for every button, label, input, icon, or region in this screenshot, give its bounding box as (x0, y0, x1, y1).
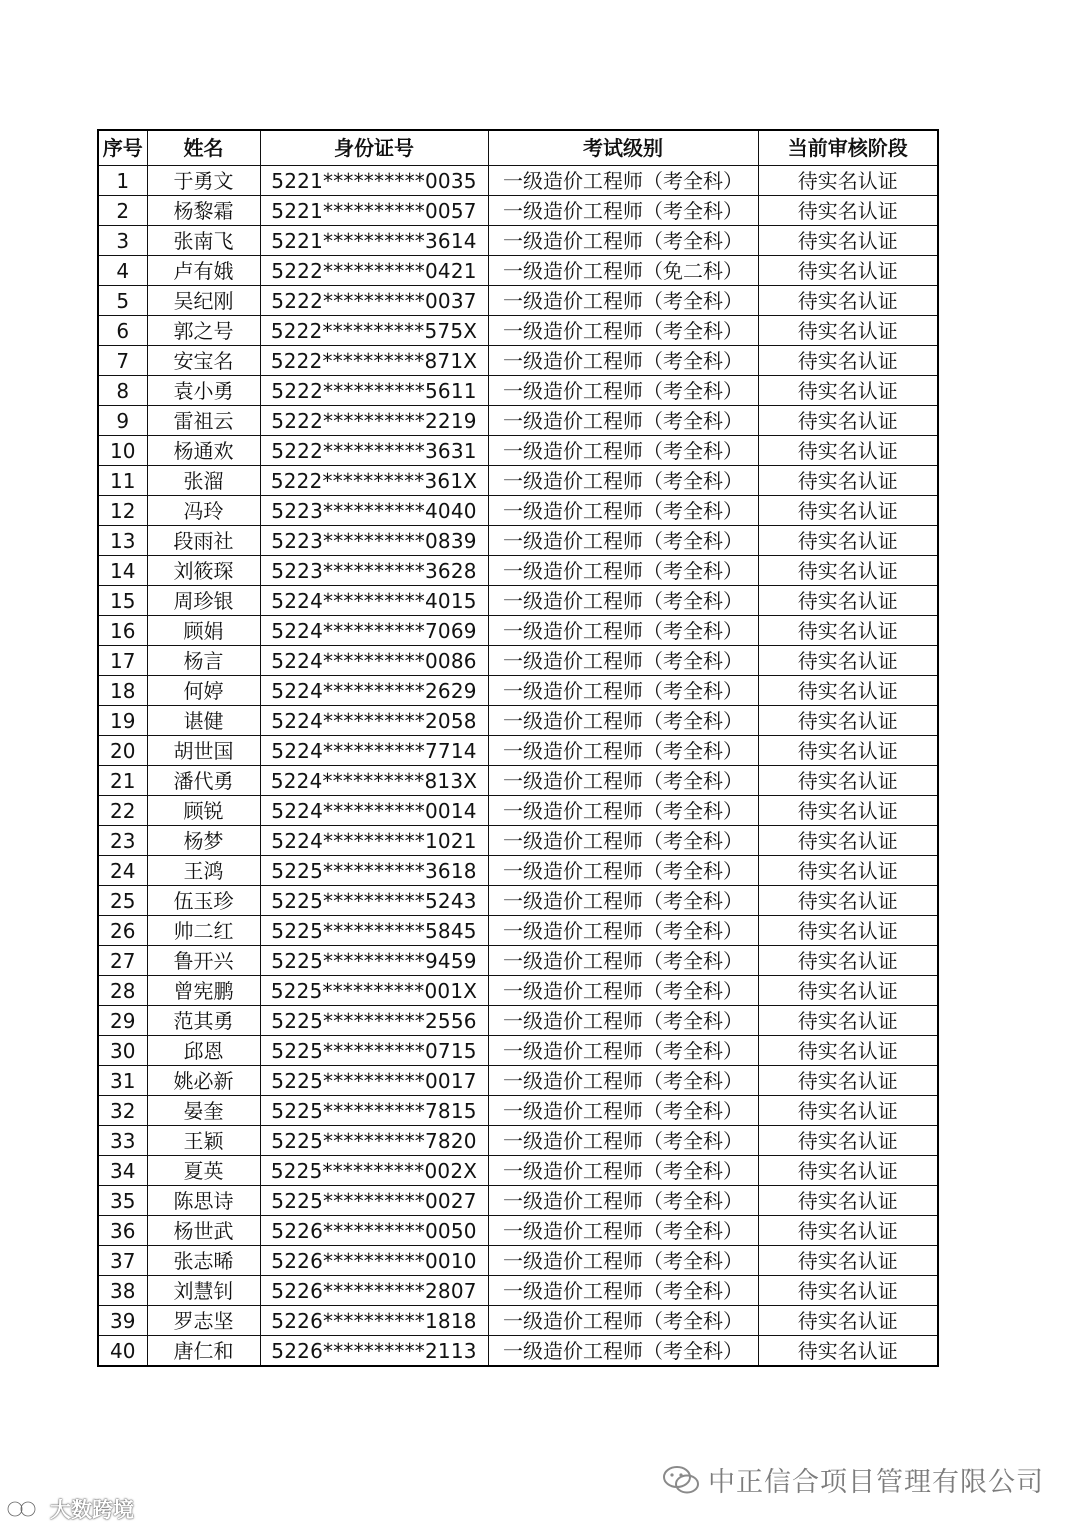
cell-id-number: 5226**********0050 (260, 1216, 488, 1246)
cell-review-stage: 待实名认证 (758, 526, 938, 556)
cell-id-number: 5224**********7714 (260, 736, 488, 766)
cell-seq: 19 (98, 706, 147, 736)
cell-id-number: 5224**********4015 (260, 586, 488, 616)
cell-exam-level: 一级造价工程师（考全科） (488, 826, 758, 856)
table-row (98, 166, 938, 196)
cell-seq: 32 (98, 1096, 147, 1126)
cell-name: 曾宪鹏 (147, 976, 260, 1006)
cell-seq: 38 (98, 1276, 147, 1306)
table-row (98, 196, 938, 226)
cell-seq: 39 (98, 1306, 147, 1336)
table-row (98, 976, 938, 1006)
cell-review-stage: 待实名认证 (758, 1216, 938, 1246)
cell-seq: 14 (98, 556, 147, 586)
cell-name: 鲁开兴 (147, 946, 260, 976)
cell-seq: 37 (98, 1246, 147, 1276)
table-row (98, 526, 938, 556)
cell-seq: 4 (98, 256, 147, 286)
cell-exam-level: 一级造价工程师（考全科） (488, 1336, 758, 1367)
table-row (98, 256, 938, 286)
table-row (98, 466, 938, 496)
table-row (98, 1216, 938, 1246)
table-row (98, 1126, 938, 1156)
cell-review-stage: 待实名认证 (758, 826, 938, 856)
table-row (98, 946, 938, 976)
cell-review-stage: 待实名认证 (758, 676, 938, 706)
cell-id-number: 5225**********5845 (260, 916, 488, 946)
candidate-table (97, 129, 939, 1367)
cell-id-number: 5225**********3618 (260, 856, 488, 886)
cell-review-stage: 待实名认证 (758, 316, 938, 346)
cell-name: 卢有娥 (147, 256, 260, 286)
cell-seq: 30 (98, 1036, 147, 1066)
cell-exam-level: 一级造价工程师（考全科） (488, 676, 758, 706)
cell-seq: 17 (98, 646, 147, 676)
cell-review-stage: 待实名认证 (758, 1276, 938, 1306)
cell-seq: 20 (98, 736, 147, 766)
cell-id-number: 5224**********2629 (260, 676, 488, 706)
table-row (98, 1036, 938, 1066)
cell-id-number: 5221**********0035 (260, 166, 488, 196)
table-row (98, 286, 938, 316)
account-watermark (662, 1460, 1044, 1499)
table-row (98, 436, 938, 466)
cell-name: 帅二红 (147, 916, 260, 946)
cell-seq: 25 (98, 886, 147, 916)
table-row (98, 556, 938, 586)
cell-exam-level: 一级造价工程师（考全科） (488, 916, 758, 946)
cell-name: 罗志坚 (147, 1306, 260, 1336)
table-row (98, 226, 938, 256)
table-row (98, 676, 938, 706)
cell-name: 于勇文 (147, 166, 260, 196)
cell-name: 郭之号 (147, 316, 260, 346)
table-row (98, 1276, 938, 1306)
cell-exam-level: 一级造价工程师（考全科） (488, 706, 758, 736)
cell-review-stage: 待实名认证 (758, 256, 938, 286)
cell-name: 夏英 (147, 1156, 260, 1186)
cell-exam-level: 一级造价工程师（考全科） (488, 586, 758, 616)
cell-exam-level: 一级造价工程师（免二科） (488, 256, 758, 286)
table-row (98, 826, 938, 856)
cell-review-stage: 待实名认证 (758, 616, 938, 646)
cell-exam-level: 一级造价工程师（考全科） (488, 1066, 758, 1096)
cell-exam-level: 一级造价工程师（考全科） (488, 946, 758, 976)
cell-name: 杨黎霜 (147, 196, 260, 226)
cell-exam-level: 一级造价工程师（考全科） (488, 1186, 758, 1216)
table-body (98, 166, 938, 1367)
cell-name: 胡世国 (147, 736, 260, 766)
cell-id-number: 5225**********002X (260, 1156, 488, 1186)
table-header-row (98, 130, 938, 166)
cell-id-number: 5224**********1021 (260, 826, 488, 856)
cell-id-number: 5225**********0027 (260, 1186, 488, 1216)
cell-review-stage: 待实名认证 (758, 196, 938, 226)
cell-name: 袁小勇 (147, 376, 260, 406)
cell-id-number: 5221**********3614 (260, 226, 488, 256)
table-row (98, 616, 938, 646)
cell-name: 何婷 (147, 676, 260, 706)
cell-seq: 40 (98, 1336, 147, 1367)
cell-exam-level: 一级造价工程师（考全科） (488, 616, 758, 646)
cell-id-number: 5221**********0057 (260, 196, 488, 226)
cell-seq: 8 (98, 376, 147, 406)
cell-review-stage: 待实名认证 (758, 646, 938, 676)
table-row (98, 1096, 938, 1126)
table-row (98, 766, 938, 796)
cell-seq: 34 (98, 1156, 147, 1186)
cell-exam-level: 一级造价工程师（考全科） (488, 556, 758, 586)
table-row (98, 646, 938, 676)
cell-name: 顾娟 (147, 616, 260, 646)
cell-exam-level: 一级造价工程师（考全科） (488, 406, 758, 436)
table-row (98, 316, 938, 346)
cell-review-stage: 待实名认证 (758, 976, 938, 1006)
cell-id-number: 5225**********5243 (260, 886, 488, 916)
cell-id-number: 5225**********2556 (260, 1006, 488, 1036)
cell-id-number: 5222**********0037 (260, 286, 488, 316)
cell-id-number: 5222**********5611 (260, 376, 488, 406)
cell-name: 杨言 (147, 646, 260, 676)
cell-review-stage: 待实名认证 (758, 436, 938, 466)
cell-id-number: 5225**********0715 (260, 1036, 488, 1066)
cell-name: 刘慧钊 (147, 1276, 260, 1306)
cell-id-number: 5226**********2807 (260, 1276, 488, 1306)
brand-logo-icon (6, 1498, 46, 1520)
cell-seq: 22 (98, 796, 147, 826)
cell-exam-level: 一级造价工程师（考全科） (488, 1096, 758, 1126)
cell-review-stage: 待实名认证 (758, 406, 938, 436)
cell-name: 刘筱琛 (147, 556, 260, 586)
cell-name: 顾锐 (147, 796, 260, 826)
cell-seq: 6 (98, 316, 147, 346)
cell-id-number: 5223**********4040 (260, 496, 488, 526)
cell-exam-level: 一级造价工程师（考全科） (488, 1216, 758, 1246)
cell-review-stage: 待实名认证 (758, 796, 938, 826)
cell-exam-level: 一级造价工程师（考全科） (488, 796, 758, 826)
cell-exam-level: 一级造价工程师（考全科） (488, 766, 758, 796)
cell-name: 谌健 (147, 706, 260, 736)
table-row (98, 1186, 938, 1216)
cell-exam-level: 一级造价工程师（考全科） (488, 1306, 758, 1336)
cell-exam-level: 一级造价工程师（考全科） (488, 886, 758, 916)
cell-exam-level: 一级造价工程师（考全科） (488, 286, 758, 316)
cell-seq: 7 (98, 346, 147, 376)
cell-seq: 2 (98, 196, 147, 226)
cell-review-stage: 待实名认证 (758, 886, 938, 916)
cell-review-stage: 待实名认证 (758, 1126, 938, 1156)
cell-seq: 23 (98, 826, 147, 856)
cell-exam-level: 一级造价工程师（考全科） (488, 526, 758, 556)
cell-seq: 36 (98, 1216, 147, 1246)
table-row (98, 1336, 938, 1367)
cell-review-stage: 待实名认证 (758, 556, 938, 586)
cell-name: 范其勇 (147, 1006, 260, 1036)
cell-id-number: 5225**********7815 (260, 1096, 488, 1126)
cell-name: 邱恩 (147, 1036, 260, 1066)
cell-seq: 26 (98, 916, 147, 946)
cell-exam-level: 一级造价工程师（考全科） (488, 166, 758, 196)
table-row (98, 706, 938, 736)
cell-name: 姚必新 (147, 1066, 260, 1096)
cell-id-number: 5225**********0017 (260, 1066, 488, 1096)
cell-exam-level: 一级造价工程师（考全科） (488, 1126, 758, 1156)
cell-name: 杨梦 (147, 826, 260, 856)
cell-id-number: 5222**********0421 (260, 256, 488, 286)
table-row (98, 496, 938, 526)
cell-exam-level: 一级造价工程师（考全科） (488, 376, 758, 406)
cell-exam-level: 一级造价工程师（考全科） (488, 1156, 758, 1186)
cell-seq: 13 (98, 526, 147, 556)
cell-name: 张志晞 (147, 1246, 260, 1276)
cell-id-number: 5226**********1818 (260, 1306, 488, 1336)
cell-seq: 31 (98, 1066, 147, 1096)
cell-seq: 24 (98, 856, 147, 886)
cell-id-number: 5226**********2113 (260, 1336, 488, 1367)
cell-review-stage: 待实名认证 (758, 586, 938, 616)
cell-exam-level: 一级造价工程师（考全科） (488, 196, 758, 226)
cell-id-number: 5222**********361X (260, 466, 488, 496)
table-row (98, 406, 938, 436)
cell-review-stage: 待实名认证 (758, 916, 938, 946)
cell-review-stage: 待实名认证 (758, 1246, 938, 1276)
cell-name: 吴纪刚 (147, 286, 260, 316)
cell-name: 晏奎 (147, 1096, 260, 1126)
cell-seq: 27 (98, 946, 147, 976)
cell-seq: 33 (98, 1126, 147, 1156)
cell-exam-level: 一级造价工程师（考全科） (488, 856, 758, 886)
cell-id-number: 5224**********2058 (260, 706, 488, 736)
cell-review-stage: 待实名认证 (758, 1006, 938, 1036)
cell-id-number: 5222**********871X (260, 346, 488, 376)
cell-review-stage: 待实名认证 (758, 856, 938, 886)
cell-name: 雷祖云 (147, 406, 260, 436)
table-row (98, 1246, 938, 1276)
cell-review-stage: 待实名认证 (758, 226, 938, 256)
table-row (98, 586, 938, 616)
cell-id-number: 5222**********575X (260, 316, 488, 346)
cell-review-stage: 待实名认证 (758, 946, 938, 976)
cell-review-stage: 待实名认证 (758, 706, 938, 736)
cell-exam-level: 一级造价工程师（考全科） (488, 316, 758, 346)
cell-exam-level: 一级造价工程师（考全科） (488, 1276, 758, 1306)
cell-exam-level: 一级造价工程师（考全科） (488, 496, 758, 526)
source-watermark (6, 1494, 134, 1524)
cell-seq: 18 (98, 676, 147, 706)
cell-review-stage: 待实名认证 (758, 376, 938, 406)
cell-seq: 28 (98, 976, 147, 1006)
cell-name: 陈思诗 (147, 1186, 260, 1216)
cell-seq: 12 (98, 496, 147, 526)
cell-name: 伍玉珍 (147, 886, 260, 916)
cell-name: 张南飞 (147, 226, 260, 256)
cell-name: 潘代勇 (147, 766, 260, 796)
table-row (98, 1066, 938, 1096)
cell-exam-level: 一级造价工程师（考全科） (488, 646, 758, 676)
cell-review-stage: 待实名认证 (758, 1186, 938, 1216)
cell-seq: 29 (98, 1006, 147, 1036)
cell-exam-level: 一级造价工程师（考全科） (488, 1246, 758, 1276)
table-row (98, 886, 938, 916)
cell-seq: 11 (98, 466, 147, 496)
cell-exam-level: 一级造价工程师（考全科） (488, 466, 758, 496)
cell-name: 杨通欢 (147, 436, 260, 466)
wechat-icon (662, 1465, 700, 1495)
table-row (98, 376, 938, 406)
table-row (98, 856, 938, 886)
cell-name: 唐仁和 (147, 1336, 260, 1367)
cell-name: 冯玲 (147, 496, 260, 526)
header-review-stage: 当前审核阶段 (758, 130, 938, 166)
account-name: 中正信合项目管理有限公司 (708, 1467, 1044, 1498)
cell-review-stage: 待实名认证 (758, 466, 938, 496)
cell-id-number: 5224**********813X (260, 766, 488, 796)
cell-review-stage: 待实名认证 (758, 1066, 938, 1096)
cell-review-stage: 待实名认证 (758, 286, 938, 316)
cell-name: 王鸿 (147, 856, 260, 886)
cell-id-number: 5224**********7069 (260, 616, 488, 646)
cell-seq: 21 (98, 766, 147, 796)
table-row (98, 1006, 938, 1036)
cell-seq: 9 (98, 406, 147, 436)
cell-seq: 15 (98, 586, 147, 616)
cell-name: 王颖 (147, 1126, 260, 1156)
table-row (98, 1156, 938, 1186)
header-seq: 序号 (98, 130, 147, 166)
cell-seq: 35 (98, 1186, 147, 1216)
cell-review-stage: 待实名认证 (758, 1156, 938, 1186)
cell-seq: 5 (98, 286, 147, 316)
cell-id-number: 5223**********0839 (260, 526, 488, 556)
cell-review-stage: 待实名认证 (758, 1096, 938, 1126)
cell-seq: 1 (98, 166, 147, 196)
cell-review-stage: 待实名认证 (758, 1336, 938, 1367)
cell-review-stage: 待实名认证 (758, 1036, 938, 1066)
cell-exam-level: 一级造价工程师（考全科） (488, 1006, 758, 1036)
cell-id-number: 5223**********3628 (260, 556, 488, 586)
cell-seq: 10 (98, 436, 147, 466)
cell-seq: 3 (98, 226, 147, 256)
cell-id-number: 5224**********0014 (260, 796, 488, 826)
cell-review-stage: 待实名认证 (758, 766, 938, 796)
table-row (98, 346, 938, 376)
cell-name: 杨世武 (147, 1216, 260, 1246)
table-row (98, 736, 938, 766)
cell-review-stage: 待实名认证 (758, 346, 938, 376)
source-mark-text: 大数跨境 (50, 1498, 134, 1522)
cell-name: 段雨社 (147, 526, 260, 556)
cell-exam-level: 一级造价工程师（考全科） (488, 1036, 758, 1066)
cell-exam-level: 一级造价工程师（考全科） (488, 226, 758, 256)
header-id-number: 身份证号 (260, 130, 488, 166)
cell-id-number: 5225**********001X (260, 976, 488, 1006)
cell-id-number: 5222**********2219 (260, 406, 488, 436)
cell-review-stage: 待实名认证 (758, 166, 938, 196)
cell-exam-level: 一级造价工程师（考全科） (488, 346, 758, 376)
cell-name: 周珍银 (147, 586, 260, 616)
table-row (98, 1306, 938, 1336)
cell-exam-level: 一级造价工程师（考全科） (488, 736, 758, 766)
cell-id-number: 5225**********9459 (260, 946, 488, 976)
cell-exam-level: 一级造价工程师（考全科） (488, 976, 758, 1006)
header-name: 姓名 (147, 130, 260, 166)
cell-id-number: 5224**********0086 (260, 646, 488, 676)
cell-id-number: 5226**********0010 (260, 1246, 488, 1276)
cell-review-stage: 待实名认证 (758, 1306, 938, 1336)
table-row (98, 796, 938, 826)
table-row (98, 916, 938, 946)
cell-review-stage: 待实名认证 (758, 496, 938, 526)
cell-exam-level: 一级造价工程师（考全科） (488, 436, 758, 466)
cell-id-number: 5225**********7820 (260, 1126, 488, 1156)
cell-name: 安宝名 (147, 346, 260, 376)
cell-name: 张溜 (147, 466, 260, 496)
header-exam-level: 考试级别 (488, 130, 758, 166)
cell-id-number: 5222**********3631 (260, 436, 488, 466)
cell-review-stage: 待实名认证 (758, 736, 938, 766)
cell-seq: 16 (98, 616, 147, 646)
